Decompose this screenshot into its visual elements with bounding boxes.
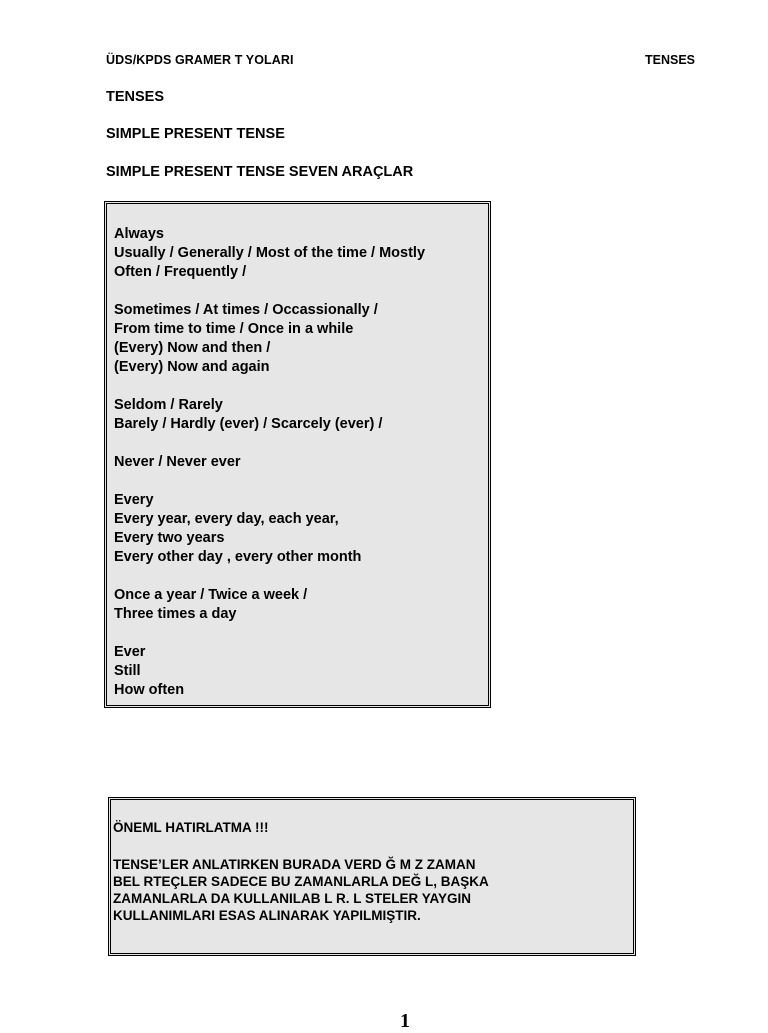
- reminder-line: KULLANIMLARI ESAS ALINARAK YAPILMIŞTIR.: [113, 908, 421, 923]
- adverb-group-every: [114, 491, 425, 567]
- adverb-line: Ever: [114, 644, 146, 660]
- adverb-group-frequency-count: [114, 586, 425, 624]
- adverb-line: Often / Frequently /: [114, 264, 247, 280]
- heading-simple-present-tense: SIMPLE PRESENT TENSE: [106, 126, 285, 142]
- reminder-line: ZAMANLARLA DA KULLANILAB L R. L STELER YAYGIN: [113, 891, 472, 906]
- adverb-line: Every: [114, 492, 154, 508]
- adverb-line: Usually / Generally / Most of the time / Mostly: [114, 245, 426, 261]
- adverb-line: Never / Never ever: [114, 454, 241, 470]
- adverb-group-sometimes: [114, 301, 425, 377]
- time-adverbs-list: [114, 225, 425, 719]
- adverb-line: From time to time / Once in a while: [114, 321, 354, 337]
- running-header-right: TENSES: [645, 53, 696, 67]
- adverb-line: (Every) Now and again: [114, 359, 270, 375]
- adverb-group-seldom: [114, 396, 425, 434]
- adverb-line: Still: [114, 663, 141, 679]
- time-adverbs-box: [104, 201, 491, 708]
- adverb-line: Every two years: [114, 530, 225, 546]
- important-reminder-box: [108, 797, 636, 956]
- adverb-group-never: [114, 453, 425, 472]
- running-header-left: ÜDS/KPDS GRAMER T YOLARI: [106, 53, 294, 67]
- reminder-line: TENSE’LER ANLATIRKEN BURADA VERD Ğ M Z ZAMAN: [113, 857, 476, 872]
- reminder-title: ÖNEML HATIRLATMA !!!: [113, 820, 269, 835]
- adverb-line: (Every) Now and then /: [114, 340, 271, 356]
- adverb-line: Every year, every day, each year,: [114, 511, 339, 527]
- adverb-group-always: [114, 225, 425, 282]
- adverb-line: Once a year / Twice a week /: [114, 587, 308, 603]
- adverb-line: Every other day , every other month: [114, 549, 362, 565]
- adverb-line: Barely / Hardly (ever) / Scarcely (ever) /: [114, 416, 383, 432]
- heading-time-adverbs: SIMPLE PRESENT TENSE SEVEN ARAÇLAR: [106, 164, 414, 180]
- adverb-line: Sometimes / At times / Occassionally /: [114, 302, 378, 318]
- adverb-line: Three times a day: [114, 606, 237, 622]
- reminder-body: [113, 856, 633, 924]
- adverb-group-ever-still: [114, 643, 425, 700]
- page-number: 1: [400, 1010, 410, 1032]
- adverb-line: Seldom / Rarely: [114, 397, 223, 413]
- adverb-line: Always: [114, 226, 164, 242]
- reminder-line: BEL RTEÇLER SADECE BU ZAMANLARLA DEĞ L, BAŞKA: [113, 874, 489, 889]
- heading-tenses: TENSES: [106, 89, 165, 105]
- adverb-line: How often: [114, 682, 185, 698]
